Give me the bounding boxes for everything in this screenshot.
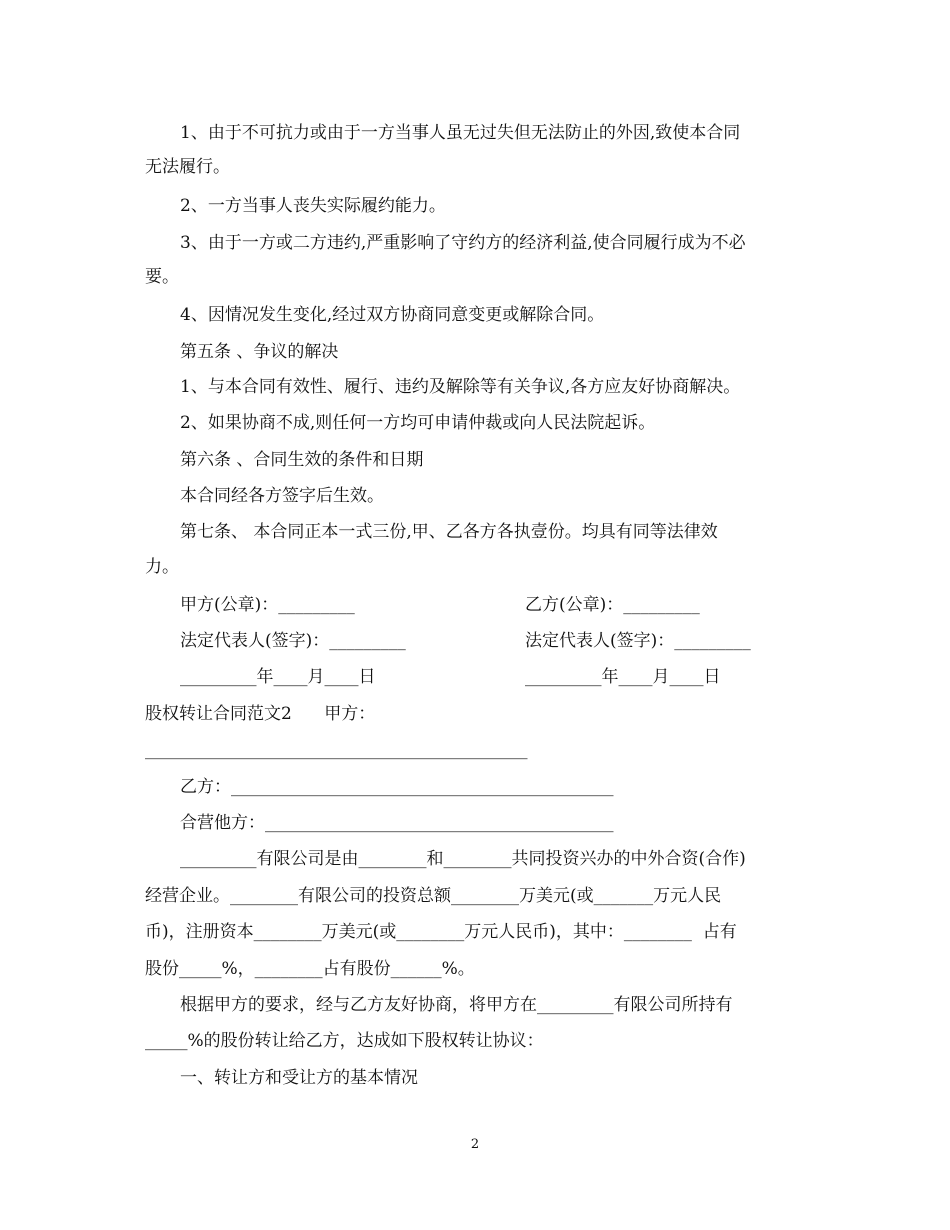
text-line: 2、一方当事人丧失实际履约能力。 [180,196,446,216]
section-heading: 第五条 、争议的解决 [180,342,339,362]
text-line: 力。 [145,557,179,577]
text-line: 根据甲方的要求，经与乙方友好协商，将甲方在_________有限公司所持有 [180,995,733,1015]
contract-title-line: 股权转让合同范文2 甲方： [145,704,376,724]
party-b-seal: 乙方(公章)：_________ [525,595,700,615]
party-b-line: 乙方：_____________________________________________ [180,777,614,797]
party-b-date: _________年____月____日 [525,667,721,687]
text-line: 股份_____%，________占有股份______%。 [145,959,475,979]
party-a-representative: 法定代表人(签字)：_________ [180,631,406,651]
text-line: 1、与本合同有效性、履行、违约及解除等有关争议,各方应友好协商解决。 [180,377,741,397]
section-heading: 第六条 、合同生效的条件和日期 [180,450,424,470]
text-line: 要。 [145,267,179,287]
text-line: 第七条、 本合同正本一式三份,甲、乙各方各执壹份。均具有同等法律效 [180,522,718,542]
section-heading: 一、转让方和受让方的基本情况 [180,1068,418,1088]
text-line: 1、由于不可抗力或由于一方当事人虽无过失但无法防止的外因,致使本合同 [180,123,741,143]
party-a-date: _________年____月____日 [180,667,376,687]
party-b-representative: 法定代表人(签字)：_________ [525,631,751,651]
text-line: 无法履行。 [145,157,230,177]
text-line: 经营企业。________有限公司的投资总额________万美元(或_______万元人民 [145,886,722,906]
party-a-seal: 甲方(公章)：_________ [180,595,355,615]
other-party-line: 合营他方：_________________________________________ [180,813,614,833]
text-line: _________有限公司是由________和________共同投资兴办的中外合资(合作) [180,849,746,869]
text-line: 4、因情况发生变化,经过双方协商同意变更或解除合同。 [180,305,605,325]
text-line: 3、由于一方或二方违约,严重影响了守约方的经济利益,使合同履行成为不必 [180,233,746,253]
text-line: 2、如果协商不成,则任何一方均可申请仲裁或向人民法院起诉。 [180,413,656,433]
text-line: 币)，注册资本________万美元(或________万元人民币)，其中：________ 占有 [145,922,737,942]
text-line: 本合同经各方签字后生效。 [180,486,384,506]
text-line: _____%的股份转让给乙方，达成如下股权转让协议： [145,1031,544,1051]
page-number: 2 [470,1137,480,1152]
party-a-blank: _____________________________________________ [145,740,528,760]
